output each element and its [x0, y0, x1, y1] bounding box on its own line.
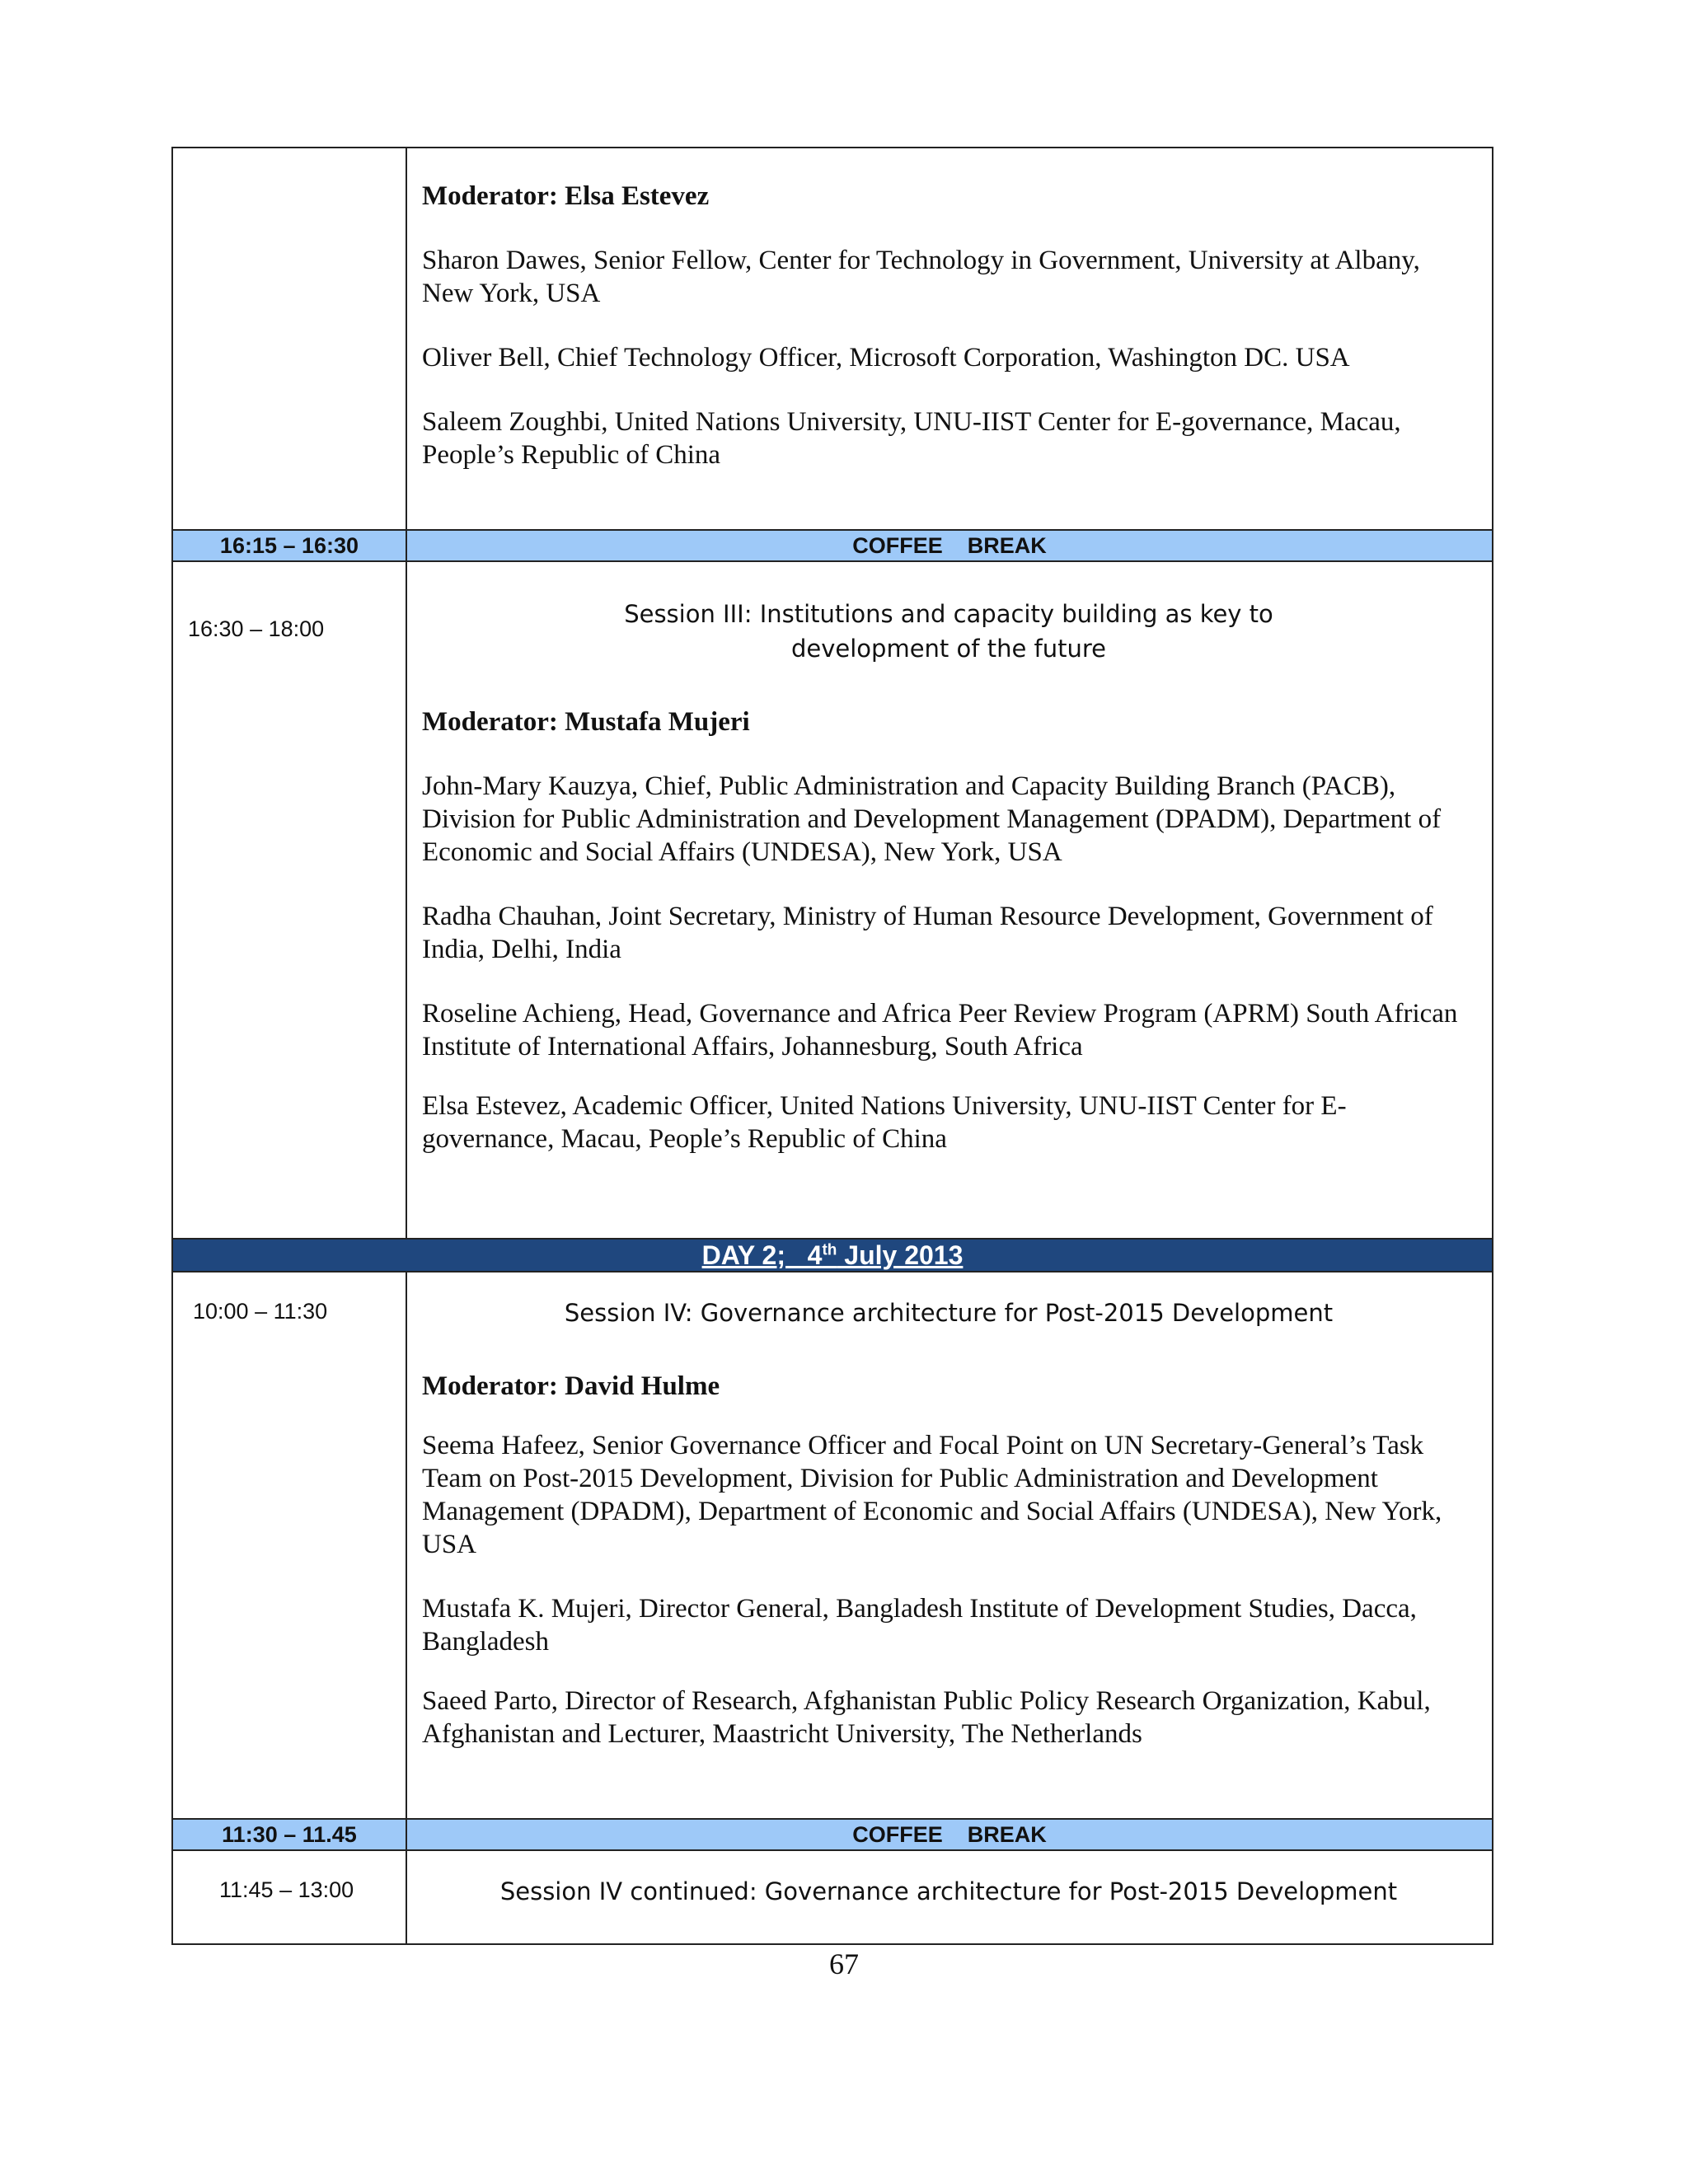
session-title-line: Session III: Institutions and capacity building as key to [624, 600, 1273, 628]
break-label: COFFEE BREAK [406, 1819, 1493, 1850]
session-content [406, 1272, 1493, 1819]
session-content [406, 148, 1493, 530]
panelist-entry: Seema Hafeez, Senior Governance Officer and Focal Point on UN Secretary-General’s Task Team on Post-2015 Development, Division for Public Administration and Development Management (DPADM), Department of Economic and Social Affairs (UNDESA), New York, USA [422, 1431, 1442, 1559]
coffee-break-row [172, 530, 1493, 561]
session-time-cell [172, 561, 406, 1239]
panelist-entry: Saeed Parto, Director of Research, Afghanistan Public Policy Research Organization, Kabul, Afghanistan and Lecturer, Maastricht University, The Netherlands [422, 1686, 1431, 1749]
table-row [172, 1272, 1493, 1819]
session-title [422, 597, 1475, 666]
panelist-entry: Sharon Dawes, Senior Fellow, Center for Technology in Government, University at Albany, New York, USA [422, 246, 1420, 308]
session-time: 11:45 – 13:00 [219, 1877, 354, 1902]
time-cell-empty [172, 148, 406, 530]
moderator-label: Moderator: Mustafa Mujeri [422, 707, 750, 737]
session-title-line: development of the future [791, 635, 1106, 663]
panelist-entry: John-Mary Kauzya, Chief, Public Administration and Capacity Building Branch (PACB), Division for Public Administration and Development Management (DPADM), Department of Economic and Social Affairs (UNDESA), New York, USA [422, 771, 1442, 867]
session-content [406, 1850, 1493, 1944]
schedule-table [171, 147, 1493, 1945]
session-time: 16:30 – 18:00 [188, 616, 325, 641]
day-prefix: DAY 2; 4 [701, 1240, 823, 1270]
table-row [172, 148, 1493, 530]
panelist-entry: Roseline Achieng, Head, Governance and Africa Peer Review Program (APRM) South African Institute of International Affairs, Johannesburg, South Africa [422, 999, 1458, 1062]
session-time: 10:00 – 11:30 [193, 1299, 328, 1324]
day-suffix: July 2013 [837, 1240, 964, 1270]
day-header-row [172, 1239, 1493, 1272]
break-label: COFFEE BREAK [406, 530, 1493, 561]
day-superscript: th [822, 1240, 837, 1258]
session-title: Session IV continued: Governance architecture for Post-2015 Development [499, 1877, 1398, 1905]
moderator-label: Moderator: Elsa Estevez [422, 181, 710, 211]
panelist-entry: Saleem Zoughbi, United Nations University, UNU-IIST Center for E-governance, Macau, People’s Republic of China [422, 407, 1401, 470]
session-time-cell [172, 1272, 406, 1819]
coffee-break-row [172, 1819, 1493, 1850]
table-row [172, 561, 1493, 1239]
moderator-label: Moderator: David Hulme [422, 1371, 720, 1401]
panelist-entry: Mustafa K. Mujeri, Director General, Bangladesh Institute of Development Studies, Dacca, Bangladesh [422, 1594, 1417, 1657]
table-row [172, 1850, 1493, 1944]
session-content [406, 561, 1493, 1239]
session-time-cell [172, 1850, 406, 1944]
panelist-entry: Oliver Bell, Chief Technology Officer, Microsoft Corporation, Washington DC. USA [422, 343, 1350, 373]
session-title: Session IV: Governance architecture for Post-2015 Development [564, 1299, 1334, 1327]
break-time: 16:15 – 16:30 [172, 530, 406, 561]
panelist-entry: Radha Chauhan, Joint Secretary, Ministry of Human Resource Development, Government of India, Delhi, India [422, 902, 1433, 964]
day-header [172, 1239, 1493, 1272]
page-number: 67 [829, 1947, 859, 1980]
panelist-entry: Elsa Estevez, Academic Officer, United Nations University, UNU-IIST Center for E-governance, Macau, People’s Republic of China [422, 1091, 1347, 1154]
break-time: 11:30 – 11.45 [172, 1819, 406, 1850]
